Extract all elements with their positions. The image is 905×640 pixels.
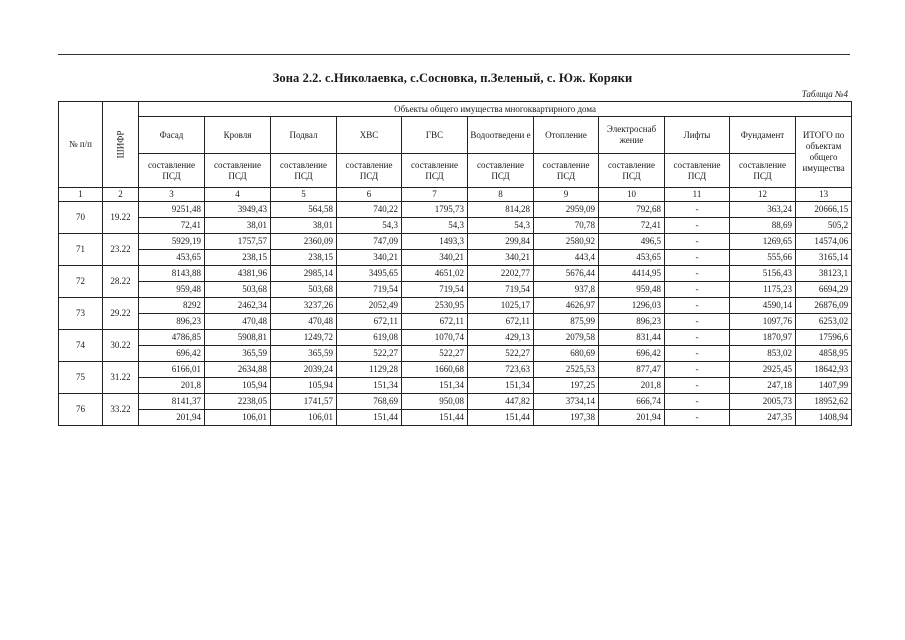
table-row xyxy=(59,346,852,362)
table-cell: 1249,72 xyxy=(271,330,337,346)
table-cell: - xyxy=(665,362,730,378)
table-cell: 719,54 xyxy=(468,282,534,298)
header-col-foundation: Фундамент xyxy=(730,117,796,154)
table-cell: 3734,14 xyxy=(534,394,599,410)
table-cell: 447,82 xyxy=(468,394,534,410)
table-row xyxy=(59,218,852,234)
table-cell: 2238,05 xyxy=(205,394,271,410)
table-cell: 877,47 xyxy=(599,362,665,378)
table-cell: 54,3 xyxy=(402,218,468,234)
table-row xyxy=(59,378,852,394)
column-number: 11 xyxy=(665,188,730,202)
table-cell: 564,58 xyxy=(271,202,337,218)
table-cell: - xyxy=(665,250,730,266)
table-cell: 470,48 xyxy=(205,314,271,330)
table-cell: 247,35 xyxy=(730,410,796,426)
header-col-hot-water: ГВС xyxy=(402,117,468,154)
table-cell: 299,84 xyxy=(468,234,534,250)
table-row xyxy=(59,362,852,378)
row-code: 31.22 xyxy=(103,362,139,394)
table-cell: - xyxy=(665,330,730,346)
table-cell: 247,18 xyxy=(730,378,796,394)
table-row xyxy=(59,250,852,266)
table-cell: 70,78 xyxy=(534,218,599,234)
table-cell: - xyxy=(665,202,730,218)
header-col-basement: Подвал xyxy=(271,117,337,154)
table-cell: 896,23 xyxy=(599,314,665,330)
table-cell: 555,66 xyxy=(730,250,796,266)
column-number: 12 xyxy=(730,188,796,202)
table-number-label: Таблица №4 xyxy=(801,89,848,99)
table-cell: 768,69 xyxy=(337,394,402,410)
header-col-heating: Отопление xyxy=(534,117,599,154)
table-cell: 2079,58 xyxy=(534,330,599,346)
table-cell: 3495,65 xyxy=(337,266,402,282)
table-cell: 4590,14 xyxy=(730,298,796,314)
table-cell: 950,08 xyxy=(402,394,468,410)
row-code: 23.22 xyxy=(103,234,139,266)
table-cell: 740,22 xyxy=(337,202,402,218)
row-number: 73 xyxy=(59,298,103,330)
table-cell: 896,23 xyxy=(139,314,205,330)
table-cell: 831,44 xyxy=(599,330,665,346)
header-group: Объекты общего имущества многоквартирного дома xyxy=(139,102,852,117)
table-cell: 5908,81 xyxy=(205,330,271,346)
table-cell: 151,34 xyxy=(468,378,534,394)
table-cell: 4626,97 xyxy=(534,298,599,314)
table-cell: 1757,57 xyxy=(205,234,271,250)
table-cell: 522,27 xyxy=(468,346,534,362)
table-cell: 201,8 xyxy=(599,378,665,394)
table-cell: 1129,28 xyxy=(337,362,402,378)
table-row xyxy=(59,298,852,314)
table-cell: 680,69 xyxy=(534,346,599,362)
table-cell: 505,2 xyxy=(796,218,852,234)
column-number: 10 xyxy=(599,188,665,202)
table-cell: 2580,92 xyxy=(534,234,599,250)
row-code: 30.22 xyxy=(103,330,139,362)
table-cell: 38,01 xyxy=(205,218,271,234)
row-code: 19.22 xyxy=(103,202,139,234)
table-cell: 719,54 xyxy=(337,282,402,298)
header-sub: составление ПСД xyxy=(665,154,730,188)
column-number: 1 xyxy=(59,188,103,202)
table-cell: 26876,09 xyxy=(796,298,852,314)
table-cell: 201,8 xyxy=(139,378,205,394)
table-cell: 8141,37 xyxy=(139,394,205,410)
row-number: 76 xyxy=(59,394,103,426)
table-cell: 340,21 xyxy=(337,250,402,266)
table-cell: 6694,29 xyxy=(796,282,852,298)
table-cell: 496,5 xyxy=(599,234,665,250)
table-cell: 666,74 xyxy=(599,394,665,410)
table-cell: 6166,01 xyxy=(139,362,205,378)
header-sub: составление ПСД xyxy=(534,154,599,188)
table-cell: 38,01 xyxy=(271,218,337,234)
table-cell: 151,34 xyxy=(402,378,468,394)
table-cell: 696,42 xyxy=(599,346,665,362)
table-cell: 619,08 xyxy=(337,330,402,346)
table-cell: 4858,95 xyxy=(796,346,852,362)
table-cell: 8143,88 xyxy=(139,266,205,282)
column-number: 6 xyxy=(337,188,402,202)
table-cell: 5676,44 xyxy=(534,266,599,282)
header-col-total: ИТОГО по объектам общего имущества xyxy=(796,117,852,188)
table-cell: 4414,95 xyxy=(599,266,665,282)
table-row xyxy=(59,330,852,346)
table-cell: - xyxy=(665,218,730,234)
table-cell: 72,41 xyxy=(139,218,205,234)
table-cell: 54,3 xyxy=(468,218,534,234)
table-cell: - xyxy=(665,346,730,362)
table-cell: 365,59 xyxy=(271,346,337,362)
table-cell: 719,54 xyxy=(402,282,468,298)
header-row-no: № п/п xyxy=(59,102,103,188)
header-col-roof: Кровля xyxy=(205,117,271,154)
row-number: 71 xyxy=(59,234,103,266)
table-cell: 1269,65 xyxy=(730,234,796,250)
table-cell: 1493,3 xyxy=(402,234,468,250)
header-sub: составление ПСД xyxy=(139,154,205,188)
table-row xyxy=(59,202,852,218)
table-cell: 1097,76 xyxy=(730,314,796,330)
table-cell: 2005,73 xyxy=(730,394,796,410)
table-cell: 197,38 xyxy=(534,410,599,426)
header-sub-row xyxy=(59,154,852,188)
column-number: 9 xyxy=(534,188,599,202)
table-cell: 814,28 xyxy=(468,202,534,218)
table-cell: 151,44 xyxy=(468,410,534,426)
table-cell: 1407,99 xyxy=(796,378,852,394)
row-number: 70 xyxy=(59,202,103,234)
table-cell: - xyxy=(665,234,730,250)
table-cell: 88,69 xyxy=(730,218,796,234)
column-number: 8 xyxy=(468,188,534,202)
table-cell: 106,01 xyxy=(205,410,271,426)
table-row xyxy=(59,266,852,282)
table-cell: 151,34 xyxy=(337,378,402,394)
table-cell: 747,09 xyxy=(337,234,402,250)
table-cell: 365,59 xyxy=(205,346,271,362)
table-cell: 14574,06 xyxy=(796,234,852,250)
table-cell: 1660,68 xyxy=(402,362,468,378)
table-cell: 17596,6 xyxy=(796,330,852,346)
table-cell: 522,27 xyxy=(402,346,468,362)
table-cell: 4786,85 xyxy=(139,330,205,346)
table-cell: 959,48 xyxy=(139,282,205,298)
table-cell: 2462,34 xyxy=(205,298,271,314)
table-row xyxy=(59,394,852,410)
header-sub: составление ПСД xyxy=(730,154,796,188)
table-cell: 853,02 xyxy=(730,346,796,362)
table-cell: 503,68 xyxy=(271,282,337,298)
header-sub: составление ПСД xyxy=(402,154,468,188)
table-cell: 151,44 xyxy=(402,410,468,426)
table-cell: 1025,17 xyxy=(468,298,534,314)
table-row xyxy=(59,410,852,426)
table-cell: - xyxy=(665,410,730,426)
table-cell: 1175,23 xyxy=(730,282,796,298)
table-cell: 18642,93 xyxy=(796,362,852,378)
header-col-lifts: Лифты xyxy=(665,117,730,154)
table-cell: 201,94 xyxy=(139,410,205,426)
table-cell: - xyxy=(665,394,730,410)
row-number: 75 xyxy=(59,362,103,394)
table-cell: - xyxy=(665,266,730,282)
table-cell: 5929,19 xyxy=(139,234,205,250)
table-cell: 54,3 xyxy=(337,218,402,234)
table-row xyxy=(59,282,852,298)
column-number: 2 xyxy=(103,188,139,202)
row-code: 33.22 xyxy=(103,394,139,426)
table-cell: 238,15 xyxy=(271,250,337,266)
row-number: 74 xyxy=(59,330,103,362)
table-cell: 2985,14 xyxy=(271,266,337,282)
table-cell: 9251,48 xyxy=(139,202,205,218)
header-col-drainage: Водоотведени е xyxy=(468,117,534,154)
header-sub: составление ПСД xyxy=(271,154,337,188)
table-cell: - xyxy=(665,378,730,394)
table-cell: 151,44 xyxy=(337,410,402,426)
table-cell: 5156,43 xyxy=(730,266,796,282)
property-cost-table xyxy=(58,101,852,426)
table-cell: 875,99 xyxy=(534,314,599,330)
table-body xyxy=(59,202,852,426)
header-sub: составление ПСД xyxy=(599,154,665,188)
table-cell: 2525,53 xyxy=(534,362,599,378)
table-cell: 937,8 xyxy=(534,282,599,298)
table-cell: 1408,94 xyxy=(796,410,852,426)
header-col-cold-water: ХВС xyxy=(337,117,402,154)
table-cell: 8292 xyxy=(139,298,205,314)
table-cell: 105,94 xyxy=(271,378,337,394)
table-cell: 429,13 xyxy=(468,330,534,346)
column-number: 7 xyxy=(402,188,468,202)
table-cell: 470,48 xyxy=(271,314,337,330)
table-cell: 2039,24 xyxy=(271,362,337,378)
table-cell: 672,11 xyxy=(402,314,468,330)
table-cell: 696,42 xyxy=(139,346,205,362)
table-cell: 38123,1 xyxy=(796,266,852,282)
table-cell: 340,21 xyxy=(402,250,468,266)
table-cell: 3165,14 xyxy=(796,250,852,266)
header-sub: составление ПСД xyxy=(337,154,402,188)
column-number: 5 xyxy=(271,188,337,202)
row-code: 29.22 xyxy=(103,298,139,330)
table-cell: 18952,62 xyxy=(796,394,852,410)
table-cell: 443,4 xyxy=(534,250,599,266)
table-cell: 1870,97 xyxy=(730,330,796,346)
table-cell: 672,11 xyxy=(468,314,534,330)
table-cell: 1070,74 xyxy=(402,330,468,346)
table-cell: 2925,45 xyxy=(730,362,796,378)
table-cell: 522,27 xyxy=(337,346,402,362)
header-sub: составление ПСД xyxy=(205,154,271,188)
table-row xyxy=(59,234,852,250)
table-cell: 2360,09 xyxy=(271,234,337,250)
table-cell: 2959,09 xyxy=(534,202,599,218)
header-code-label: ШИФР xyxy=(114,130,125,159)
table-row xyxy=(59,314,852,330)
table-cell: 2634,88 xyxy=(205,362,271,378)
table-cell: 3949,43 xyxy=(205,202,271,218)
table-cell: 3237,26 xyxy=(271,298,337,314)
table-cell: - xyxy=(665,314,730,330)
table-cell: 340,21 xyxy=(468,250,534,266)
table-cell: 2202,77 xyxy=(468,266,534,282)
top-rule xyxy=(58,54,850,55)
table-cell: 959,48 xyxy=(599,282,665,298)
header-group-row xyxy=(59,102,852,117)
table-cell: - xyxy=(665,282,730,298)
table-cell: 2052,49 xyxy=(337,298,402,314)
table-cell: 1296,03 xyxy=(599,298,665,314)
header-col-facade: Фасад xyxy=(139,117,205,154)
table-cell: - xyxy=(665,298,730,314)
table-cell: 1795,73 xyxy=(402,202,468,218)
table-cell: 4381,96 xyxy=(205,266,271,282)
table-cell: 105,94 xyxy=(205,378,271,394)
table-cell: 503,68 xyxy=(205,282,271,298)
table-cell: 197,25 xyxy=(534,378,599,394)
column-number: 3 xyxy=(139,188,205,202)
table-cell: 792,68 xyxy=(599,202,665,218)
header-number-row xyxy=(59,188,852,202)
table-cell: 453,65 xyxy=(139,250,205,266)
header-sub: составление ПСД xyxy=(468,154,534,188)
row-code: 28.22 xyxy=(103,266,139,298)
row-number: 72 xyxy=(59,266,103,298)
table-cell: 20666,15 xyxy=(796,202,852,218)
page-title: Зона 2.2. с.Николаевка, с.Сосновка, п.Зеленый, с. Юж. Коряки xyxy=(272,71,633,85)
table-cell: 363,24 xyxy=(730,202,796,218)
table-cell: 238,15 xyxy=(205,250,271,266)
table-cell: 6253,02 xyxy=(796,314,852,330)
table-cell: 672,11 xyxy=(337,314,402,330)
table-cell: 453,65 xyxy=(599,250,665,266)
header-code xyxy=(103,102,139,188)
column-number: 13 xyxy=(796,188,852,202)
table-cell: 201,94 xyxy=(599,410,665,426)
table-cell: 106,01 xyxy=(271,410,337,426)
header-col-electricity: Электроснаб жение xyxy=(599,117,665,154)
table-cell: 1741,57 xyxy=(271,394,337,410)
table-cell: 4651,02 xyxy=(402,266,468,282)
table-cell: 723,63 xyxy=(468,362,534,378)
table-cell: 72,41 xyxy=(599,218,665,234)
column-number: 4 xyxy=(205,188,271,202)
header-columns-row xyxy=(59,117,852,154)
table-cell: 2530,95 xyxy=(402,298,468,314)
